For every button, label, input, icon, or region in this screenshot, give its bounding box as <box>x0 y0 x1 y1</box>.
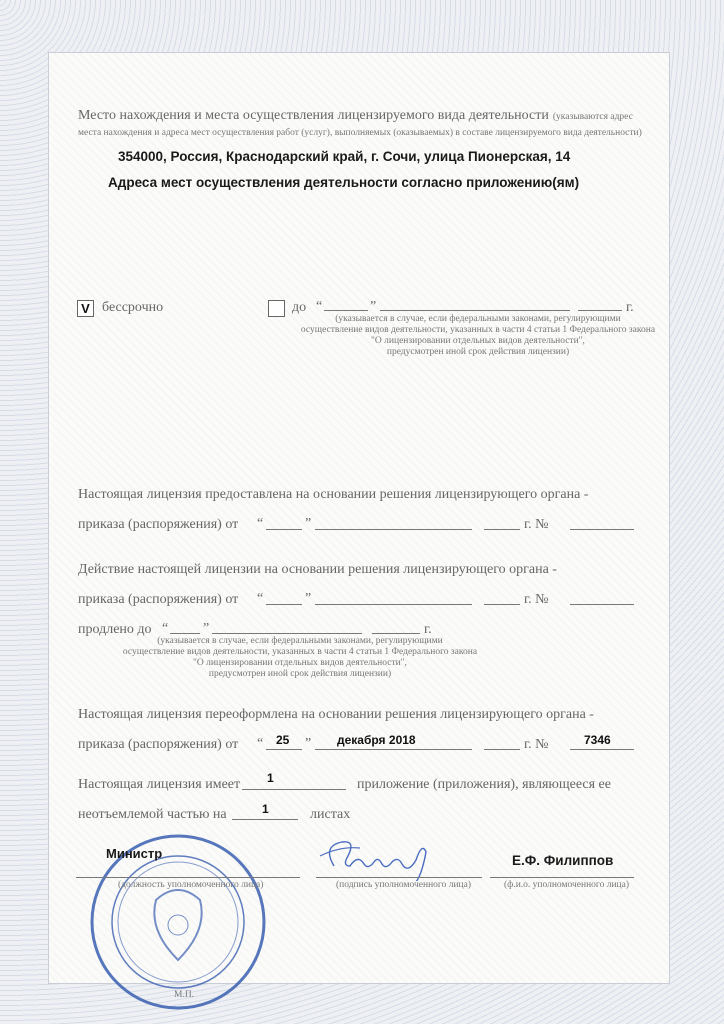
appendix-sheets: 1 <box>262 802 269 816</box>
reissued-number: 7346 <box>584 733 611 747</box>
term-note: (указывается в случае, если федеральными законами, регулирующими осуществление видов деятельности, указанных в части 4 статьи 1 Федерального закона "О лицензировании отдельных видов деятельности", предусмотрен иной срок действия лицензии) <box>300 314 656 357</box>
extended-label: продлено до <box>78 622 152 637</box>
until-year-suffix: г. <box>626 300 634 315</box>
location-heading-note: (указываются адрес места нахождения и адреса мест осуществления работ (услуг), выполняемых (оказываемых) в составе лицензируемого вида деятельности) <box>78 112 642 138</box>
reissued-line1: Настоящая лицензия переоформлена на основании решения лицензирующего органа - <box>78 707 594 722</box>
action-line2: приказа (распоряжения) от <box>78 592 239 607</box>
location-heading: Место нахождения и места осуществления лицензируемого вида деятельности <box>78 108 549 123</box>
extended-note: (указывается в случае, если федеральными законами, регулирующими осуществление видов деятельности, указанных в части 4 статьи 1 Федерального закона "О лицензировании отдельных видов деятельности", предусмотрен иной срок действия лицензии) <box>122 636 478 679</box>
signer-name: Е.Ф. Филиппов <box>512 853 614 868</box>
granted-line1: Настоящая лицензия предоставлена на основании решения лицензирующего органа - <box>78 487 589 502</box>
appendix-line1-suffix: приложение (приложения), являющееся ее <box>357 777 611 792</box>
granted-year-suffix: г. № <box>524 517 549 532</box>
appendix-line2-prefix: неотъемлемой частью на <box>78 807 227 822</box>
seal-label: М.П. <box>174 990 195 1000</box>
appendix-count: 1 <box>267 771 274 785</box>
name-caption: (ф.и.о. уполномоченного лица) <box>504 880 630 890</box>
signer-position: Министр <box>106 846 163 861</box>
appendix-line2-suffix: листах <box>310 807 351 822</box>
signature-caption: (подпись уполномоченного лица) <box>336 880 472 890</box>
address: 354000, Россия, Краснодарский край, г. Сочи, улица Пионерская, 14 <box>118 149 571 164</box>
location-heading-block <box>78 108 658 140</box>
indefinite-checkbox[interactable]: V <box>77 300 94 317</box>
until-label: до <box>292 300 307 315</box>
until-checkbox[interactable] <box>268 300 285 317</box>
appendix-line1-prefix: Настоящая лицензия имеет <box>78 777 241 792</box>
handwritten-signature <box>316 836 436 881</box>
action-line1: Действие настоящей лицензии на основании решения лицензирующего органа - <box>78 562 557 577</box>
action-year-suffix: г. № <box>524 592 549 607</box>
granted-line2: приказа (распоряжения) от <box>78 517 239 532</box>
addresses-note: Адреса мест осуществления деятельности согласно приложению(ям) <box>108 175 580 190</box>
reissued-line2: приказа (распоряжения) от <box>78 737 239 752</box>
indefinite-label: бессрочно <box>102 300 164 315</box>
reissued-month-year: декабря 2018 <box>337 733 416 747</box>
reissued-day: 25 <box>276 733 290 747</box>
extended-year-suffix: г. <box>424 622 432 637</box>
reissued-year-suffix: г. № <box>524 737 549 752</box>
position-caption: (должность уполномоченного лица) <box>118 880 264 890</box>
